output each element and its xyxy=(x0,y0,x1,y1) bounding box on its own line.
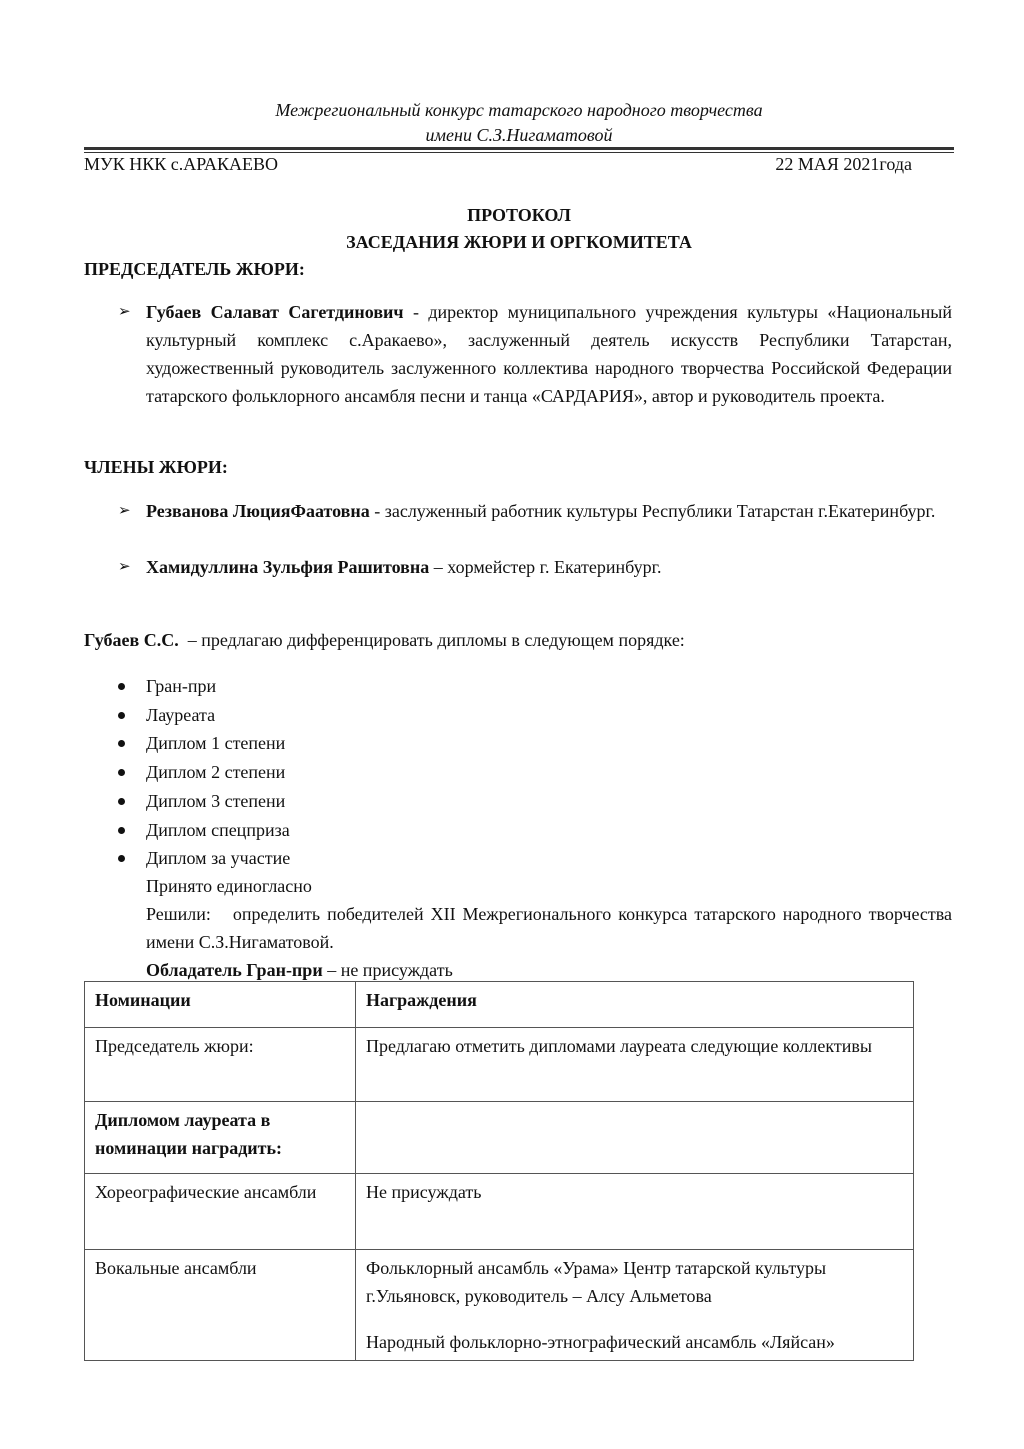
accepted-text: Принято единогласно xyxy=(146,876,312,896)
member-entry xyxy=(118,497,952,525)
decision-block xyxy=(146,872,952,984)
contest-title-line1: Межрегиональный конкурс татарского народного творчества xyxy=(275,100,763,120)
member-description: - заслуженный работник культуры Республики Татарстан г.Екатеринбург. xyxy=(369,501,936,521)
diploma-list-item: Лауреата xyxy=(118,701,290,730)
diploma-list-item: Диплом за участие xyxy=(118,844,290,873)
table-row xyxy=(85,1250,914,1361)
chairman-entry xyxy=(118,298,952,410)
diploma-list-item: Диплом 1 степени xyxy=(118,729,290,758)
bullet-dot-icon xyxy=(118,712,125,719)
awards-table xyxy=(84,981,914,1361)
column-header-awards: Награждения xyxy=(356,982,914,1028)
bullet-dot-icon xyxy=(118,798,125,805)
resolution-text: Решили: определить победителей XII Межрегионального конкурса татарского народного творчества имени С.З.Нигаматовой. xyxy=(146,904,952,952)
table-row xyxy=(85,1174,914,1250)
chairman-heading: ПРЕДСЕДАТЕЛЬ ЖЮРИ: xyxy=(84,259,305,279)
chairman-description: - директор муниципального учреждения культуры «Национальный культурный комплекс с.Аракаево», заслуженный деятель искусств Республики Татарстан, художественный руководитель заслуженного коллектива народного творчества Российской Федерации татарского фольклорного ансамбля песни и танца «САРДАРИЯ», автор и руководитель проекта. xyxy=(146,302,952,406)
member-description: – хормейстер г. Екатеринбург. xyxy=(429,557,662,577)
organization-name: МУК НКК с.АРАКАЕВО xyxy=(84,154,278,174)
member-entry xyxy=(118,553,952,581)
contest-title xyxy=(84,98,954,148)
proposal-speaker: Губаев С.С. xyxy=(84,630,179,650)
document-title xyxy=(84,202,954,256)
nomination-cell: Дипломом лауреата в номинации наградить: xyxy=(85,1102,356,1174)
awards-cell: Фольклорный ансамбль «Урама» Центр татарской культуры г.Ульяновск, руководитель – Алсу Альметова Народный фольклорно-этнографический ансамбль «Ляйсан» xyxy=(356,1250,914,1361)
document-date: 22 МАЯ 2021года xyxy=(775,154,912,174)
bullet-dot-icon xyxy=(118,683,125,690)
bullet-dot-icon xyxy=(118,769,125,776)
member-name: Хамидуллина Зульфия Рашитовна xyxy=(146,557,430,577)
contest-title-line2: имени С.З.Нигаматовой xyxy=(425,125,613,145)
awards-cell xyxy=(356,1102,914,1174)
diploma-list xyxy=(118,672,290,873)
awards-cell: Не присуждать xyxy=(356,1174,914,1250)
diploma-list-item: Диплом 2 степени xyxy=(118,758,290,787)
column-header-nominations: Номинации xyxy=(85,982,356,1028)
bullet-dot-icon xyxy=(118,740,125,747)
grand-prix-line: Обладатель Гран-при – не присуждать xyxy=(146,960,453,980)
members-heading: ЧЛЕНЫ ЖЮРИ: xyxy=(84,457,228,477)
nomination-cell: Председатель жюри: xyxy=(85,1028,356,1102)
member-name: Резванова ЛюцияФаатовна xyxy=(146,501,370,521)
arrow-bullet-icon: ➢ xyxy=(118,503,131,519)
diploma-list-item: Гран-при xyxy=(118,672,290,701)
table-header-row xyxy=(85,982,914,1028)
diploma-list-item: Диплом спецприза xyxy=(118,816,290,845)
header-meta xyxy=(84,152,912,176)
proposal-text: – предлагаю дифференцировать дипломы в следующем порядке: xyxy=(178,630,685,650)
chairman-name: Губаев Салават Сагетдинович xyxy=(146,302,404,322)
document-title-line1: ПРОТОКОЛ xyxy=(467,205,571,225)
arrow-bullet-icon: ➢ xyxy=(118,304,131,320)
document-title-line2: ЗАСЕДАНИЯ ЖЮРИ И ОРГКОМИТЕТА xyxy=(346,232,692,252)
diploma-list-item: Диплом 3 степени xyxy=(118,787,290,816)
nomination-cell: Вокальные ансамбли xyxy=(85,1250,356,1361)
bullet-dot-icon xyxy=(118,827,125,834)
table-row xyxy=(85,1028,914,1102)
table-row xyxy=(85,1102,914,1174)
nomination-cell: Хореографические ансамбли xyxy=(85,1174,356,1250)
proposal-paragraph xyxy=(84,628,685,652)
bullet-dot-icon xyxy=(118,855,125,862)
arrow-bullet-icon: ➢ xyxy=(118,559,131,575)
awards-cell: Предлагаю отметить дипломами лауреата следующие коллективы xyxy=(356,1028,914,1102)
